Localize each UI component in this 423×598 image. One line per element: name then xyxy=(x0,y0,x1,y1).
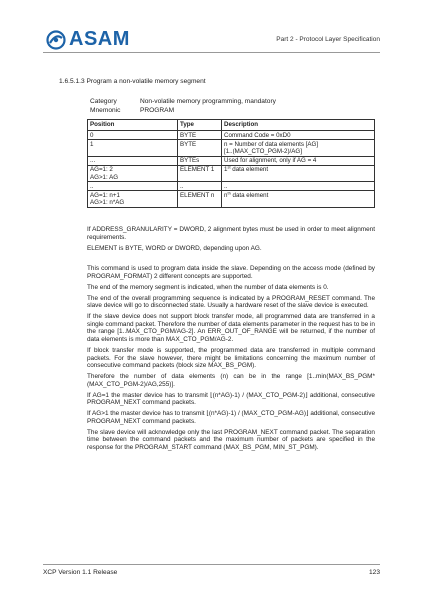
section-title: 1.6.5.1.3 Program a non-volatile memory segment xyxy=(59,78,206,85)
ordinal-suffix: th xyxy=(227,190,231,196)
cell-type: BYTEs xyxy=(178,156,222,165)
ordinal-number: n xyxy=(224,191,228,199)
note-paragraph: ELEMENT is BYTE, WORD or DWORD, depending upon AG. xyxy=(87,244,262,252)
description-body xyxy=(87,265,375,455)
description-text: data element xyxy=(230,191,269,199)
cell-type: BYTE xyxy=(178,140,222,156)
body-paragraph: If block transfer mode is supported, the programmed data are transferred in multiple command packets. For the slave however, there might be limitations concerning the maximum number of consecutive command packets (block size MAX_BS_PGM). xyxy=(87,346,375,370)
page-number: 123 xyxy=(368,569,380,576)
body-paragraph: The end of the memory segment is indicated, when the number of data elements is 0. xyxy=(87,283,329,291)
category-row xyxy=(90,98,276,107)
cell-position: 0 xyxy=(88,131,178,140)
table-row xyxy=(88,165,375,181)
body-paragraph: If the slave device does not support block transfer mode, all programmed data are transferred in a single command packet. Therefore the number of data elements parameter in the request has to be in the range [1..MAX_CTO_PGM/AG-2]. An ERR_OUT_OF_RANGE will be returned, if the number of data elements is more than MAX_CTO_PGM/AG-2. xyxy=(87,313,375,343)
table-row xyxy=(88,191,375,207)
category-value: Non-volatile memory programming, mandatory xyxy=(140,98,276,105)
cell-description xyxy=(222,191,375,207)
body-paragraph: If AG>1 the master device has to transmit ⌊(n*AG)-1) / (MAX_CTO_PGM-AG)⌋ additional, consecutive PROGRAM_NEXT command packets. xyxy=(87,410,375,425)
cell-description xyxy=(222,140,375,156)
cell-type: ELEMENT n xyxy=(178,191,222,207)
body-paragraph: The slave device will acknowledge only the last PROGRAM_NEXT command packet. The separation time between the command packets and the maximum number of packets are specified in the response for the PROGRAM_START command (MAX_BS_PGM, MIN_ST_PGM). xyxy=(87,428,375,451)
cell-position-line: AG>1: AG xyxy=(90,173,119,181)
cell-position-line: AG>1: n*AG xyxy=(90,199,125,207)
cell-position xyxy=(88,191,178,207)
asam-logo xyxy=(46,28,130,51)
header-type: Type xyxy=(178,120,222,131)
cell-type: ELEMENT 1 xyxy=(178,165,222,181)
ordinal-suffix: st xyxy=(227,164,231,170)
table-row xyxy=(88,156,375,165)
command-structure-table xyxy=(87,119,375,208)
header-section-label: Part 2 - Protocol Layer Specification xyxy=(276,36,380,43)
header-position: Position xyxy=(88,120,178,131)
table-row xyxy=(88,182,375,191)
cell-position-line: AG=1: n+1 xyxy=(90,191,120,199)
cell-position xyxy=(88,165,178,181)
body-paragraph: If AG=1 the master device has to transmit ⌊(n*AG)-1) / (MAX_CTO_PGM-2)⌋ additional, consecutive PROGRAM_NEXT command packets. xyxy=(87,391,375,407)
mnemonic-value: PROGRAM xyxy=(140,106,175,114)
ordinal-number: 1 xyxy=(224,166,228,174)
cell-description xyxy=(222,165,375,181)
mnemonic-row xyxy=(90,107,276,116)
table-row xyxy=(88,140,375,156)
footer-divider xyxy=(43,564,380,565)
header-divider xyxy=(43,52,380,53)
body-paragraph: Therefore the number of data elements (n) can be in the range [1..min(MAX_BS_PGM*(MAX_CTO_PGM-2)/AG,255)]. xyxy=(87,373,375,388)
cell-description: Command Code = 0xD0 xyxy=(222,131,375,140)
cell-position: ... xyxy=(88,156,178,165)
cell-type: BYTE xyxy=(178,131,222,140)
cell-position: .. xyxy=(88,182,178,191)
cell-description: Used for alignment, only if AG = 4 xyxy=(222,156,375,165)
cell-description-line: n = Number of data elements [AG] xyxy=(224,140,319,148)
note-paragraph: If ADDRESS_GRANULARITY = DWORD, 2 alignment bytes must be used in order to meet alignment requirements. xyxy=(87,226,375,241)
header-description: Description xyxy=(222,120,375,131)
body-paragraph: The end of the overall programming sequence is indicated by a PROGRAM_RESET command. The slave device will go to disconnected state. Usually a hardware reset of the slave device is executed. xyxy=(87,294,375,310)
asam-swirl-icon xyxy=(46,30,66,50)
cell-type: .. xyxy=(178,182,222,191)
mnemonic-label: Mnemonic xyxy=(90,106,121,114)
logo-text: ASAM xyxy=(69,28,130,50)
command-meta xyxy=(90,98,276,115)
description-text: data element xyxy=(230,166,269,174)
cell-position: 1 xyxy=(88,140,178,156)
table-header-row xyxy=(88,120,375,131)
cell-position-line: AG=1: 2 xyxy=(90,166,113,174)
body-paragraph: This command is used to program data inside the slave. Depending on the access mode (defined by PROGRAM_FORMAT) 2 different concepts are supported. xyxy=(87,265,375,280)
table-row xyxy=(88,131,375,140)
cell-description-line: [1..(MAX_CTO_PGM-2)/AG] xyxy=(224,147,302,155)
footer-version: XCP Version 1.1 Release xyxy=(43,569,118,576)
alignment-notes xyxy=(87,226,375,256)
cell-description: .. xyxy=(222,182,375,191)
category-label: Category xyxy=(90,98,117,105)
